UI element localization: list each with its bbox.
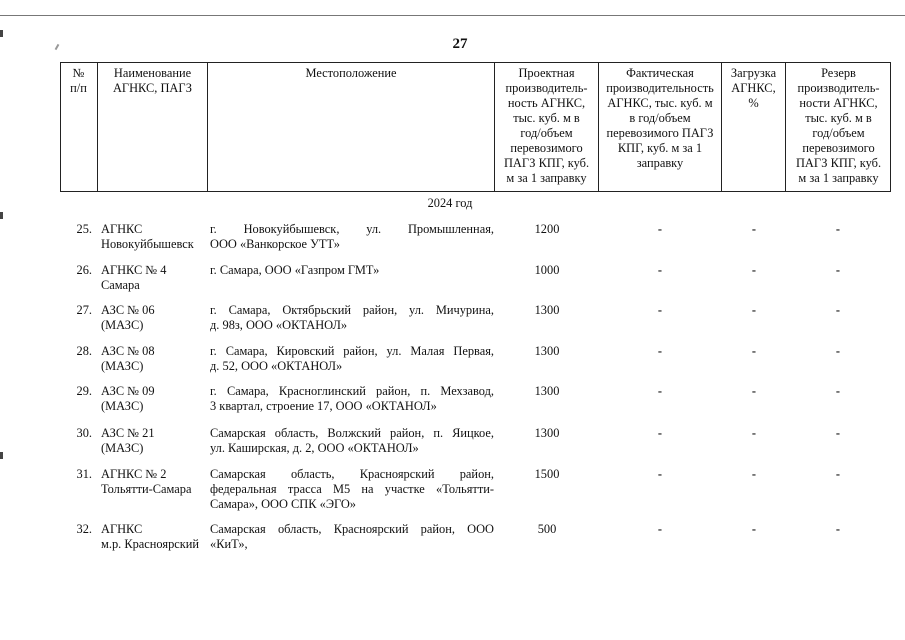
design-capacity: 1300: [534, 344, 560, 358]
scan-artifact: [55, 44, 60, 50]
station-location-line: ООО «Ванкорское УТТ»: [210, 237, 340, 251]
station-location-line: 3 квартал, строение 17, ООО «ОКТАНОЛ»: [210, 399, 437, 413]
header-text-line: м за 1 заправку: [798, 171, 879, 185]
station-name-line: АГНКС № 4: [101, 263, 167, 277]
actual-capacity: -: [657, 467, 663, 481]
margin-mark: [0, 30, 3, 37]
station-location: [210, 263, 494, 278]
load-percent: -: [751, 522, 757, 536]
header-text-line: заправку: [636, 156, 684, 170]
station-name: [101, 426, 209, 456]
header-col-reserve: [786, 62, 891, 192]
header-text-line: Местоположение: [305, 66, 397, 80]
header-text-line: АГНКС, тыс. куб. м: [607, 96, 713, 110]
margin-mark: [0, 212, 3, 219]
station-name-line: (МАЗС): [101, 441, 144, 455]
header-text-line: перевозимого: [802, 141, 875, 155]
station-name-line: АЗС № 06: [101, 303, 155, 317]
header-col-capacity: [495, 62, 599, 192]
actual-capacity: -: [657, 344, 663, 358]
capacity-reserve: -: [835, 426, 841, 440]
station-name: [101, 522, 209, 552]
row-number: 27.: [76, 303, 92, 317]
design-capacity: 1200: [534, 222, 560, 236]
row-number: 31.: [76, 467, 92, 481]
load-percent: -: [751, 263, 757, 277]
station-name-line: м.р. Красноярский: [101, 537, 200, 551]
capacity-reserve: -: [835, 222, 841, 236]
station-name-line: Самара: [101, 278, 140, 292]
station-location-line: Самарская область, Красноярский район, ООО: [210, 522, 494, 536]
header-text-line: год/объем: [812, 126, 865, 140]
header-text-line: Загрузка: [730, 66, 777, 80]
capacity-reserve: -: [835, 384, 841, 398]
header-text-line: ПАГЗ КПГ, куб.: [795, 156, 882, 170]
header-text-line: Наименование: [113, 66, 192, 80]
station-name-line: АГНКС: [101, 522, 143, 536]
capacity-reserve: -: [835, 467, 841, 481]
header-text-line: КПГ, куб. м за 1: [617, 141, 703, 155]
station-name: [101, 222, 209, 252]
header-text-line: год/объем: [520, 126, 573, 140]
header-text-line: перевозимого: [510, 141, 583, 155]
station-location-line: Самарская область, Волжский район, п. Яицкое,: [210, 426, 494, 440]
year-label: 2024 год: [427, 196, 473, 210]
station-location: [210, 384, 494, 414]
table-header: [60, 62, 891, 192]
header-text-line: ности АГНКС,: [799, 96, 878, 110]
capacity-reserve: -: [835, 263, 841, 277]
load-percent: -: [751, 384, 757, 398]
design-capacity: 1300: [534, 303, 560, 317]
header-text-line: Фактическая: [626, 66, 694, 80]
station-location: [210, 303, 494, 333]
actual-capacity: -: [657, 263, 663, 277]
load-percent: -: [751, 303, 757, 317]
station-name-line: Тольятти-Самара: [101, 482, 192, 496]
station-name: [101, 263, 209, 293]
actual-capacity: -: [657, 384, 663, 398]
station-name: [101, 384, 209, 414]
station-name-line: АЗС № 08: [101, 344, 155, 358]
row-number: 28.: [76, 344, 92, 358]
station-location-line: федеральная трасса М5 на участке «Тольятти-: [210, 482, 494, 496]
capacity-reserve: -: [835, 303, 841, 317]
capacity-reserve: -: [835, 344, 841, 358]
load-percent: -: [751, 467, 757, 481]
load-percent: -: [751, 222, 757, 236]
header-text-line: ность АГНКС,: [507, 96, 586, 110]
station-location-line: «КиТ»,: [210, 537, 248, 551]
header-text-line: тыс. куб. м в: [513, 111, 580, 125]
actual-capacity: -: [657, 426, 663, 440]
header-text-line: производитель-: [505, 81, 588, 95]
header-text-line: Резерв: [821, 66, 856, 80]
row-number: 30.: [76, 426, 92, 440]
header-text-line: тыс. куб. м в: [805, 111, 872, 125]
header-col-location: [208, 62, 495, 192]
station-name-line: АГНКС: [101, 222, 143, 236]
header-text-line: №: [72, 66, 85, 80]
row-number: 32.: [76, 522, 92, 536]
station-location-line: г. Новокуйбышевск, ул. Промышленная,: [210, 222, 494, 236]
header-text-line: АГНКС,: [731, 81, 776, 95]
header-text-line: перевозимого ПАГЗ: [606, 126, 714, 140]
header-text-line: производитель-: [797, 81, 880, 95]
actual-capacity: -: [657, 522, 663, 536]
station-location-line: Самара», ООО СПК «ЭГО»: [210, 497, 356, 511]
station-name: [101, 467, 209, 497]
station-name: [101, 344, 209, 374]
station-location: [210, 222, 494, 252]
station-name-line: Новокуйбышевск: [101, 237, 194, 251]
station-name: [101, 303, 209, 333]
station-location-line: д. 52, ООО «ОКТАНОЛ»: [210, 359, 343, 373]
header-col-actual: [599, 62, 722, 192]
header-text-line: м за 1 заправку: [506, 171, 587, 185]
header-col-load: [722, 62, 786, 192]
station-location-line: г. Самара, ООО «Газпром ГМТ»: [210, 263, 380, 277]
station-location-line: д. 98з, ООО «ОКТАНОЛ»: [210, 318, 348, 332]
header-text-line: ПАГЗ КПГ, куб.: [503, 156, 590, 170]
station-location: [210, 344, 494, 374]
station-name-line: (МАЗС): [101, 399, 144, 413]
load-percent: -: [751, 344, 757, 358]
station-location: [210, 426, 494, 456]
header-text-line: в год/объем: [629, 111, 691, 125]
row-number: 26.: [76, 263, 92, 277]
header-text-line: %: [748, 96, 759, 110]
station-location-line: г. Самара, Кировский район, ул. Малая Первая,: [210, 344, 494, 358]
actual-capacity: -: [657, 303, 663, 317]
station-name-line: АЗС № 09: [101, 384, 155, 398]
capacity-reserve: -: [835, 522, 841, 536]
header-text-line: АГНКС, ПАГЗ: [112, 81, 193, 95]
header-text-line: Проектная: [518, 66, 575, 80]
station-name-line: (МАЗС): [101, 359, 144, 373]
design-capacity: 1500: [534, 467, 560, 481]
station-location-line: г. Самара, Октябрьский район, ул. Мичурина,: [210, 303, 494, 317]
station-location: [210, 467, 494, 512]
station-location-line: Самарская область, Красноярский район,: [210, 467, 494, 481]
station-location: [210, 522, 494, 552]
station-location-line: ул. Каширская, д. 2, ООО «ОКТАНОЛ»: [210, 441, 419, 455]
margin-mark: [0, 452, 3, 459]
design-capacity: 500: [537, 522, 557, 536]
station-name-line: АГНКС № 2: [101, 467, 167, 481]
top-border-line: [0, 15, 905, 16]
station-location-line: г. Самара, Красноглинский район, п. Мехзавод,: [210, 384, 494, 398]
design-capacity: 1000: [534, 263, 560, 277]
header-text-line: производительность: [606, 81, 714, 95]
design-capacity: 1300: [534, 384, 560, 398]
row-number: 25.: [76, 222, 92, 236]
design-capacity: 1300: [534, 426, 560, 440]
actual-capacity: -: [657, 222, 663, 236]
header-text-line: п/п: [70, 81, 87, 95]
page-number: 27: [452, 36, 468, 52]
load-percent: -: [751, 426, 757, 440]
station-name-line: АЗС № 21: [101, 426, 155, 440]
row-number: 29.: [76, 384, 92, 398]
station-name-line: (МАЗС): [101, 318, 144, 332]
header-col-name: [98, 62, 208, 192]
header-col-number: [60, 62, 98, 192]
